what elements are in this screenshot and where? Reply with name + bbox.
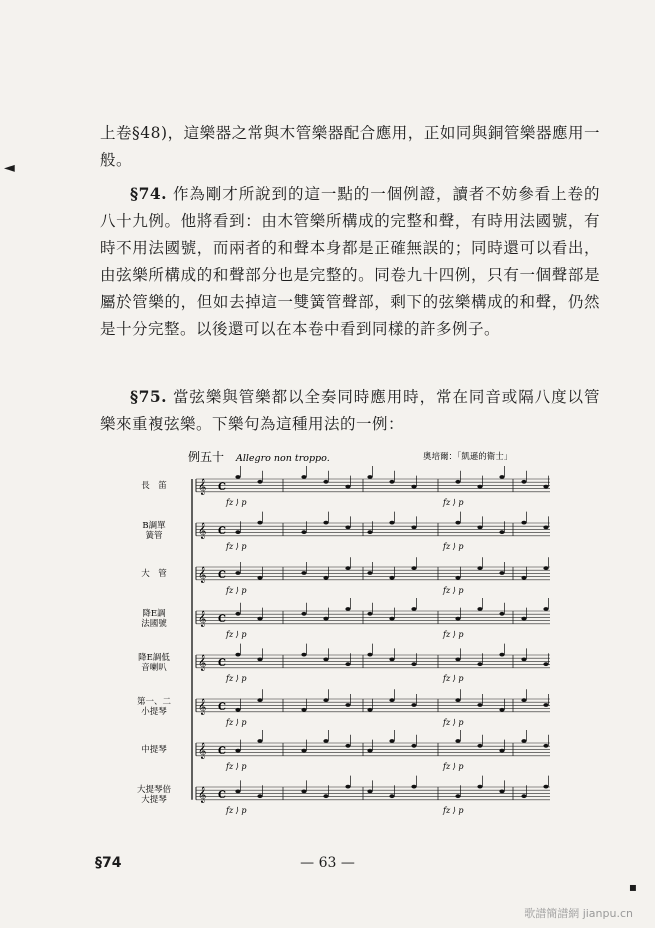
note-head xyxy=(499,708,504,712)
note-head xyxy=(477,744,482,748)
time-signature: C xyxy=(218,482,226,493)
note-head xyxy=(235,571,240,575)
time-signature: C xyxy=(218,790,226,801)
time-signature: C xyxy=(218,658,226,669)
note-head xyxy=(235,653,240,657)
note-head xyxy=(521,480,526,484)
instrument-label: 大 管 xyxy=(141,569,167,579)
note-head xyxy=(367,475,372,479)
note-head xyxy=(499,571,504,575)
note-head xyxy=(235,475,240,479)
music-score xyxy=(118,445,558,835)
note-head xyxy=(301,653,306,657)
note-head xyxy=(411,785,416,789)
clef: 𝄞 xyxy=(198,743,207,759)
note-head xyxy=(235,612,240,616)
note-head xyxy=(389,739,394,743)
note-head xyxy=(323,480,328,484)
dynamic-marking: fz ⟩ p xyxy=(443,674,464,683)
note-head xyxy=(477,566,482,570)
note-head xyxy=(235,790,240,794)
note-head xyxy=(257,658,262,662)
dynamic-marking: fz ⟩ p xyxy=(443,762,464,771)
note-head xyxy=(499,790,504,794)
dynamic-marking: fz ⟩ p xyxy=(443,806,464,815)
note-head xyxy=(257,521,262,525)
time-signature: C xyxy=(218,746,226,757)
clef: 𝄞 xyxy=(198,655,207,671)
note-head xyxy=(455,658,460,662)
note-head xyxy=(543,485,548,489)
note-head xyxy=(499,612,504,616)
page-number: — 63 — xyxy=(300,855,355,871)
note-head xyxy=(543,662,548,666)
instrument-label: 長 笛 xyxy=(141,481,167,491)
note-head xyxy=(301,571,306,575)
note-head xyxy=(389,698,394,702)
note-head xyxy=(389,617,394,621)
clef: 𝄞 xyxy=(198,611,207,627)
note-head xyxy=(411,703,416,707)
note-head xyxy=(323,521,328,525)
time-signature: C xyxy=(218,614,226,625)
clef: 𝄞 xyxy=(198,567,207,583)
dynamic-marking: fz ⟩ p xyxy=(443,586,464,595)
instrument-label: 降E調低音喇叭 xyxy=(138,653,170,673)
paragraph-74 xyxy=(100,180,600,343)
dynamic-marking: fz ⟩ p xyxy=(443,542,464,551)
clef: 𝄞 xyxy=(198,787,207,803)
margin-mark: ◄ xyxy=(4,160,15,176)
time-signature: C xyxy=(218,702,226,713)
note-head xyxy=(389,480,394,484)
dynamic-marking: fz ⟩ p xyxy=(226,586,247,595)
note-head xyxy=(411,485,416,489)
dynamic-marking: fz ⟩ p xyxy=(226,542,247,551)
section-74-label: §74. xyxy=(130,184,168,203)
instrument-label: B調單簧管 xyxy=(142,521,166,541)
note-head xyxy=(301,530,306,534)
dynamic-marking: fz ⟩ p xyxy=(443,630,464,639)
dynamic-marking: fz ⟩ p xyxy=(226,762,247,771)
note-head xyxy=(521,794,526,798)
note-head xyxy=(477,607,482,611)
dynamic-marking: fz ⟩ p xyxy=(443,718,464,727)
note-head xyxy=(257,794,262,798)
paragraph-75 xyxy=(100,383,600,438)
note-head xyxy=(367,612,372,616)
note-head xyxy=(521,658,526,662)
note-head xyxy=(477,703,482,707)
clef: 𝄞 xyxy=(198,523,207,539)
note-head xyxy=(543,744,548,748)
note-head xyxy=(521,739,526,743)
instrument-label: 中提琴 xyxy=(141,745,167,755)
note-head xyxy=(345,607,350,611)
note-head xyxy=(543,526,548,530)
note-head xyxy=(345,662,350,666)
note-head xyxy=(499,749,504,753)
note-head xyxy=(345,566,350,570)
note-head xyxy=(455,617,460,621)
note-head xyxy=(411,526,416,530)
note-head xyxy=(499,653,504,657)
note-head xyxy=(411,607,416,611)
instrument-label: 降E調法國號 xyxy=(141,609,167,629)
note-head xyxy=(367,749,372,753)
note-head xyxy=(257,698,262,702)
note-head xyxy=(235,708,240,712)
note-head xyxy=(499,530,504,534)
note-head xyxy=(367,708,372,712)
note-head xyxy=(389,521,394,525)
note-head xyxy=(455,480,460,484)
note-head xyxy=(455,576,460,580)
note-head xyxy=(323,576,328,580)
note-head xyxy=(367,790,372,794)
note-head xyxy=(301,475,306,479)
instrument-label: 第一、二小提琴 xyxy=(136,697,172,717)
note-head xyxy=(499,475,504,479)
clef: 𝄞 xyxy=(198,479,207,495)
note-head xyxy=(389,576,394,580)
note-head xyxy=(301,708,306,712)
note-head xyxy=(455,794,460,798)
note-head xyxy=(345,785,350,789)
time-signature: C xyxy=(218,526,226,537)
note-head xyxy=(301,749,306,753)
note-head xyxy=(455,739,460,743)
note-head xyxy=(323,698,328,702)
source-attribution: 奧培爾：「凱遜的衛士」 xyxy=(423,452,513,462)
dynamic-marking: fz ⟩ p xyxy=(226,630,247,639)
dynamic-marking: fz ⟩ p xyxy=(226,498,247,507)
watermark: 歌譜簡譜網 jianpu.cn xyxy=(524,907,633,920)
note-head xyxy=(389,658,394,662)
clef: 𝄞 xyxy=(198,699,207,715)
note-head xyxy=(477,526,482,530)
note-head xyxy=(455,698,460,702)
note-head xyxy=(367,653,372,657)
note-head xyxy=(367,530,372,534)
note-head xyxy=(543,566,548,570)
note-head xyxy=(455,521,460,525)
example-label: 例五十 xyxy=(188,450,225,464)
dynamic-marking: fz ⟩ p xyxy=(443,498,464,507)
note-head xyxy=(389,794,394,798)
paragraph-74-text: 作為剛才所說到的這一點的一個例證，讀者不妨參看上卷的八十九例。他將看到：由木管樂所構成的完整和聲，有時用法國號，有時不用法國號，而兩者的和聲本身都是正確無誤的；同時還可以看出，由弦樂所構成的和聲部分也是完整的。同卷九十四例，只有一個聲部是屬於管樂的，但如去掉這一雙簧管聲部，剩下的弦樂構成的和聲，仍然是十分完整。以後還可以在本卷中看到同樣的許多例子。 xyxy=(100,185,600,338)
note-head xyxy=(257,739,262,743)
note-head xyxy=(477,485,482,489)
note-head xyxy=(257,617,262,621)
instrument-label: 大提琴倍大提琴 xyxy=(136,785,172,805)
dynamic-marking: fz ⟩ p xyxy=(226,674,247,683)
note-head xyxy=(323,617,328,621)
note-head xyxy=(323,739,328,743)
note-head xyxy=(323,658,328,662)
note-head xyxy=(345,703,350,707)
note-head xyxy=(257,576,262,580)
note-head xyxy=(235,530,240,534)
note-head xyxy=(521,576,526,580)
note-head xyxy=(411,566,416,570)
note-head xyxy=(477,785,482,789)
dynamic-marking: fz ⟩ p xyxy=(226,718,247,727)
corner-mark: ▪ xyxy=(628,880,637,894)
tempo-marking: Allegro non troppo. xyxy=(236,453,330,464)
note-head xyxy=(543,785,548,789)
note-head xyxy=(521,698,526,702)
note-head xyxy=(367,571,372,575)
note-head xyxy=(301,790,306,794)
staff-systems xyxy=(137,466,558,815)
note-head xyxy=(411,662,416,666)
note-head xyxy=(543,607,548,611)
note-head xyxy=(301,612,306,616)
note-head xyxy=(323,794,328,798)
dynamic-marking: fz ⟩ p xyxy=(226,806,247,815)
note-head xyxy=(345,526,350,530)
note-head xyxy=(345,485,350,489)
footer-section: §74 xyxy=(95,855,122,871)
note-head xyxy=(411,744,416,748)
note-head xyxy=(521,617,526,621)
paragraph-75-text: 當弦樂與管樂都以全奏同時應用時，常在同音或隔八度以管樂來重複弦樂。下樂句為這種用法的一例： xyxy=(100,388,600,433)
note-head xyxy=(543,703,548,707)
note-head xyxy=(235,749,240,753)
note-head xyxy=(345,744,350,748)
note-head xyxy=(521,521,526,525)
note-head xyxy=(257,480,262,484)
note-head xyxy=(477,662,482,666)
time-signature: C xyxy=(218,570,226,581)
paragraph-1-text: 上卷§48)，這樂器之常與木管樂器配合應用，正如同與銅管樂器應用一般。 xyxy=(100,124,600,169)
section-75-label: §75. xyxy=(130,387,168,406)
paragraph-1 xyxy=(100,120,600,174)
